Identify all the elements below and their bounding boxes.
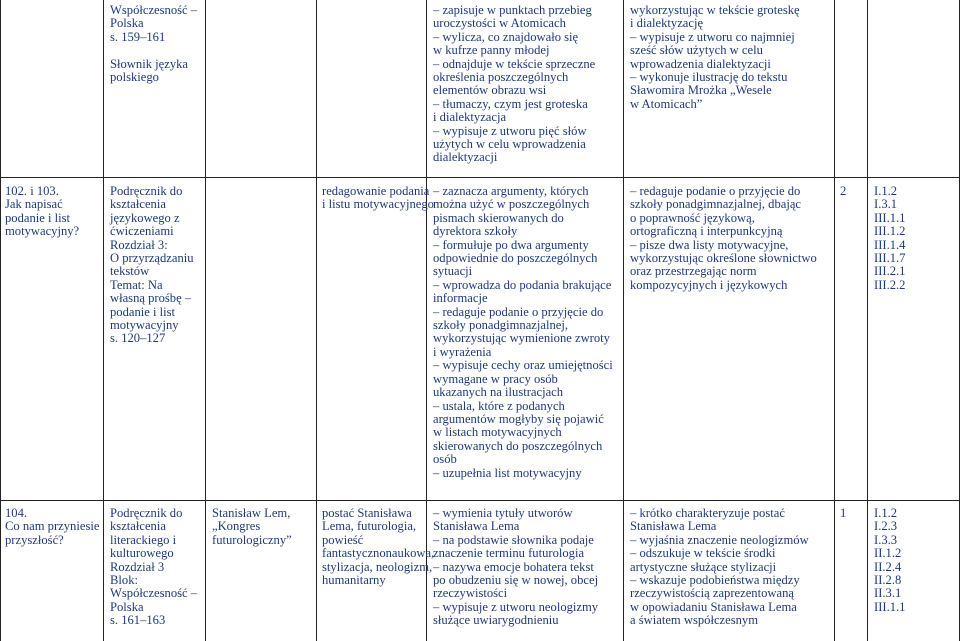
cell-line: 2: [840, 184, 847, 198]
cell-line: postać Stanisława: [322, 506, 412, 520]
hours-cell: [840, 507, 846, 520]
cell-line: powieść: [322, 532, 364, 547]
cell-line: – wprowadza do podania brakujące: [433, 277, 612, 292]
column-border: [205, 0, 206, 641]
cell-line: przyszłość?: [5, 532, 64, 547]
cell-line: – redaguje podanie o przyjęcie do: [630, 184, 801, 198]
source-cell: [110, 4, 197, 84]
cell-line: 1: [840, 506, 847, 520]
cell-line: Lema, futurologia,: [322, 519, 417, 534]
cell-line: odpowiednie do poszczególnych: [433, 251, 598, 266]
cell-line: Temat: Na: [110, 277, 163, 292]
cell-line: s. 120–127: [110, 331, 166, 346]
cell-line: artystyczne służące stylizacji: [630, 559, 777, 574]
column-border: [867, 0, 868, 641]
cell-line: i listu motywacyjnego: [322, 197, 434, 212]
column-border: [834, 0, 835, 641]
cell-line: szkoły ponadgimnazjalnej,: [433, 318, 568, 333]
cell-line: Rozdział 3: [110, 559, 165, 574]
cell-line: i dialektyzacja: [433, 110, 507, 125]
cell-line: III.1.1: [874, 210, 906, 225]
column-border: [103, 0, 104, 641]
cell-line: Sławomira Mrożka „Wesele: [630, 83, 772, 98]
cell-line: – na podstawie słownika podaje: [433, 532, 594, 547]
cell-line: Podręcznik do: [110, 184, 183, 198]
cell-line: Rozdział 3:: [110, 237, 168, 252]
cell-line: – wylicza, co znajdowało się: [433, 29, 579, 44]
extended-requirements-cell: [630, 185, 817, 292]
cell-line: 102. i 103.: [5, 184, 59, 198]
cell-line: – redaguje podanie o przyjęcie do: [433, 304, 604, 319]
cell-line: – wypisuje z utworu neologizmy: [433, 599, 599, 614]
cell-line: rzeczywistością zaprezentowaną: [630, 586, 794, 601]
column-border: [316, 0, 317, 641]
concepts-cell: [322, 507, 434, 587]
cell-line: III.2.1: [874, 264, 906, 279]
cell-line: własną prośbę –: [110, 291, 192, 306]
cell-line: rzeczywistości: [433, 586, 508, 601]
cell-line: kompozycyjnych i językowych: [630, 277, 788, 292]
cell-line: podanie i list: [110, 304, 176, 319]
cell-line: futurologiczny”: [212, 532, 292, 547]
cell-line: i dialektyzację: [630, 16, 704, 31]
cell-line: – wskazuje podobieństwa między: [630, 573, 800, 588]
concepts-cell: [322, 185, 434, 212]
cell-line: – wypisuje z utworu co najmniej: [630, 29, 795, 44]
cell-line: określenia poszczególnych: [433, 70, 569, 85]
cell-line: szkoły ponadgimnazjalnej, dbając: [630, 197, 802, 212]
cell-line: Słownik języka: [110, 56, 188, 71]
cell-line: Podręcznik do: [110, 506, 183, 520]
basic-requirements-cell: [433, 4, 595, 165]
extended-requirements-cell: [630, 507, 809, 628]
cell-line: O przyrządzaniu: [110, 251, 194, 266]
cell-line: argumentów mogłyby się pojawić: [433, 411, 604, 426]
cell-line: informacje: [433, 291, 488, 306]
cell-line: i wyrażenia: [433, 344, 492, 359]
cell-line: – zapisuje w punktach przebieg: [433, 3, 592, 17]
cell-line: sytuacji: [433, 264, 473, 279]
cell-line: fantastycznonaukowa,: [322, 546, 435, 561]
cell-line: Stanisław Lem,: [212, 506, 291, 520]
cell-line: – uzupełnia list motywacyjny: [433, 465, 582, 480]
cell-line: kształcenia: [110, 197, 166, 212]
cell-line: użytych w celu wprowadzenia: [433, 137, 586, 152]
cell-line: humanitarny: [322, 573, 386, 588]
cell-line: – odszukuje w tekście środki: [630, 546, 776, 561]
cell-line: s. 159–161: [110, 29, 166, 44]
cell-line: a światem współczesnym: [630, 613, 759, 628]
cell-line: o poprawność językową,: [630, 210, 755, 225]
cell-line: tekstów: [110, 264, 150, 279]
cell-line: – wyjaśnia znaczenie neologizmów: [630, 532, 809, 547]
cell-line: redagowanie podania: [322, 184, 430, 198]
cell-line: III.1.1: [874, 599, 906, 614]
cell-line: Stanisława Lema: [433, 519, 520, 534]
cell-line: III.1.2: [874, 224, 906, 239]
cell-line: oraz przestrzegając norm: [630, 264, 757, 279]
cell-line: pismach skierowanych do: [433, 210, 564, 225]
source-cell: [110, 507, 197, 628]
cell-line: III.1.7: [874, 251, 906, 266]
cell-line: – wykonuje ilustrację do tekstu: [630, 70, 788, 85]
cell-line: – nazywa emocje bohatera tekst: [433, 559, 594, 574]
cell-line: językowego z: [110, 210, 180, 225]
cell-line: skierowanych do poszczególnych: [433, 438, 603, 453]
cell-line: Jak napisać: [5, 197, 63, 212]
source-cell: [110, 185, 194, 346]
cell-line: wykorzystując określone słownictwo: [630, 251, 817, 266]
basic-requirements-cell: [433, 507, 598, 628]
cell-line: – zaznacza argumenty, których: [433, 184, 589, 198]
cell-line: s. 161–163: [110, 613, 166, 628]
cell-line: motywacyjny: [110, 318, 179, 333]
cell-line: [110, 44, 197, 57]
cell-line: – ustala, które z podanych: [433, 398, 565, 413]
cell-line: w Atomicach”: [630, 96, 703, 111]
cell-line: Współczesność –: [110, 586, 198, 601]
cell-line: Co nam przyniesie: [5, 519, 100, 534]
cell-line: Blok:: [110, 573, 138, 588]
cell-line: Polska: [110, 599, 144, 614]
cell-line: – krótko charakteryzuje postać: [630, 506, 785, 520]
cell-line: wymagane w pracy osób: [433, 371, 558, 386]
cell-line: – pisze dwa listy motywacyjne,: [630, 237, 789, 252]
cell-line: II.3.1: [874, 586, 902, 601]
cell-line: podanie i list: [5, 210, 71, 225]
cell-line: uroczystości w Atomicach: [433, 16, 566, 31]
cell-line: III.1.4: [874, 237, 906, 252]
cell-line: literackiego i: [110, 532, 177, 547]
cell-line: I.1.2: [874, 506, 898, 520]
cell-line: I.1.2: [874, 184, 898, 198]
cell-line: – tłumaczy, czym jest groteska: [433, 96, 588, 111]
cell-line: ćwiczeniami: [110, 224, 174, 239]
cell-line: – wypisuje z utworu pięć słów: [433, 123, 587, 138]
topic-cell: [5, 507, 99, 547]
extended-requirements-cell: [630, 4, 800, 111]
cell-line: stylizacja, neologizm,: [322, 559, 433, 574]
cell-line: służące uwiarygodnieniu: [433, 613, 559, 628]
hours-cell: [840, 185, 846, 198]
cell-line: kulturowego: [110, 546, 174, 561]
cell-line: – formułuje po dwa argumenty: [433, 237, 589, 252]
column-border: [623, 0, 624, 641]
cell-line: I.3.1: [874, 197, 898, 212]
cell-line: II.2.8: [874, 573, 902, 588]
cell-line: I.3.3: [874, 532, 898, 547]
cell-line: Współczesność –: [110, 3, 198, 17]
cell-line: kształcenia: [110, 519, 166, 534]
row-border: [0, 177, 960, 178]
cell-line: II.1.2: [874, 546, 902, 561]
cell-line: motywacyjny?: [5, 224, 80, 239]
cell-line: – wypisuje cechy oraz umiejętności: [433, 358, 613, 373]
cell-line: osób: [433, 452, 457, 467]
cell-line: ortograficzną i interpunkcyjną: [630, 224, 783, 239]
cell-line: w opowiadaniu Stanisława Lema: [630, 599, 797, 614]
cell-line: sześć słów użytych w celu: [630, 43, 763, 58]
cell-line: II.2.4: [874, 559, 902, 574]
cell-line: Polska: [110, 16, 144, 31]
cell-line: III.2.2: [874, 277, 906, 292]
basic-requirements-cell: [433, 185, 613, 480]
cell-line: wprowadzenia dialektyzacji: [630, 56, 771, 71]
row-border: [0, 500, 960, 501]
cell-line: dialektyzacji: [433, 150, 498, 165]
cell-line: po obudzeniu się w nowej, obcej: [433, 573, 599, 588]
column-border: [0, 0, 1, 641]
curriculum-codes-cell: [874, 507, 905, 614]
curriculum-codes-cell: [874, 185, 905, 292]
cell-line: – wymienia tytuły utworów: [433, 506, 573, 520]
cell-line: ukazanych na ilustracjach: [433, 385, 564, 400]
cell-line: – odnajduje w tekście sprzeczne: [433, 56, 596, 71]
cell-line: w kufrze panny młodej: [433, 43, 550, 58]
cell-line: 104.: [5, 506, 28, 520]
cell-line: w listach motywacyjnych: [433, 425, 562, 440]
topic-cell: [5, 185, 79, 239]
cell-line: I.2.3: [874, 519, 898, 534]
cell-line: Stanisława Lema: [630, 519, 717, 534]
text-cell: [212, 507, 292, 547]
cell-line: polskiego: [110, 70, 159, 85]
cell-line: dyrektora szkoły: [433, 224, 518, 239]
cell-line: wykorzystując w tekście groteskę: [630, 3, 800, 17]
cell-line: wykorzystując wymienione zwroty: [433, 331, 610, 346]
cell-line: znaczenie terminu futurologia: [433, 546, 585, 561]
cell-line: elementów obrazu wsi: [433, 83, 547, 98]
cell-line: można użyć w poszczególnych: [433, 197, 590, 212]
cell-line: „Kongres: [212, 519, 261, 534]
